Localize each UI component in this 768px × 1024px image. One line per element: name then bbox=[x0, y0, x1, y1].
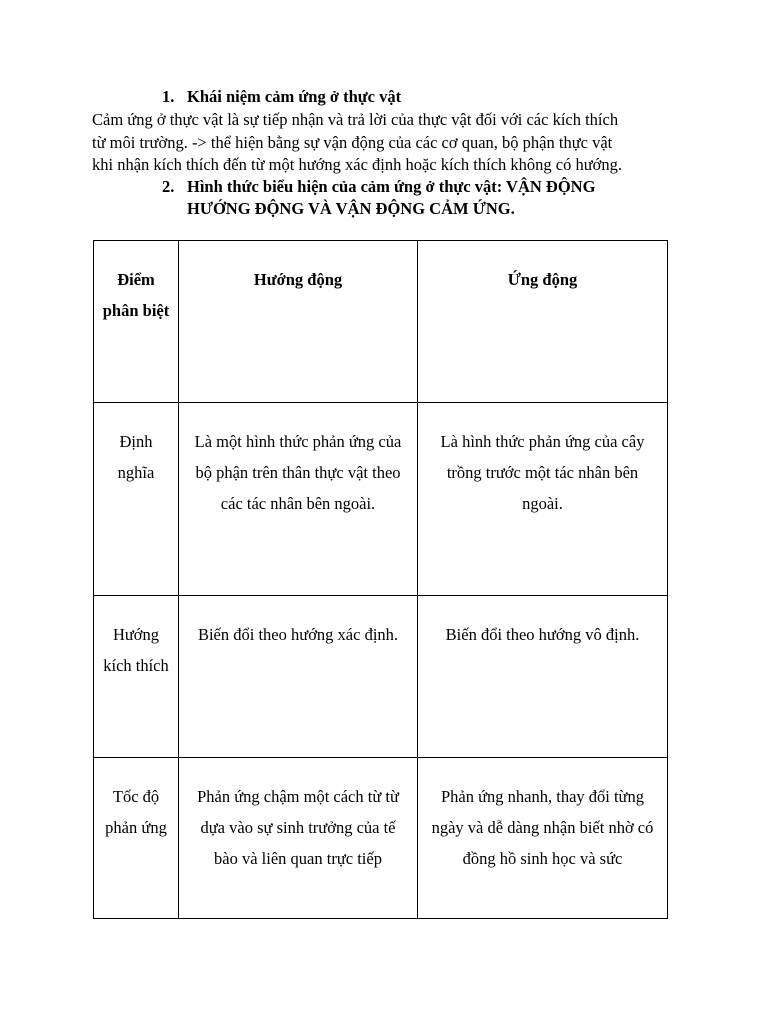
table-header-row bbox=[94, 241, 668, 403]
section-1-heading bbox=[162, 86, 682, 108]
comparison-table bbox=[93, 240, 668, 919]
paragraph-line-3: khi nhận kích thích đến từ một hướng xác định hoặc kích thích không có hướng. bbox=[92, 155, 623, 174]
row-label-cell bbox=[94, 596, 179, 758]
header-cell-text: Điểm phân biệt bbox=[102, 270, 170, 320]
header-cell-text: Hướng động bbox=[253, 270, 343, 289]
header-huong-dong bbox=[179, 241, 418, 403]
row-label-cell bbox=[94, 403, 179, 596]
table-row bbox=[94, 758, 668, 919]
ung-dong-cell bbox=[418, 596, 668, 758]
huong-dong-cell bbox=[179, 403, 418, 596]
section-2-title-line-1: Hình thức biểu hiện của cảm ứng ở thực vật: VẬN ĐỘNG bbox=[187, 177, 596, 196]
row-label: Định nghĩa bbox=[117, 432, 155, 482]
ung-dong-cell bbox=[418, 758, 668, 919]
table-row bbox=[94, 403, 668, 596]
section-2-heading bbox=[162, 176, 682, 220]
section-2-title bbox=[187, 176, 667, 220]
cell-text: Biến đổi theo hướng xác định. bbox=[197, 625, 399, 644]
header-diem-phan-biet bbox=[94, 241, 179, 403]
cell-text: Phản ứng chậm một cách từ từ dựa vào sự sinh trưởng của tế bào và liên quan trực tiếp bbox=[197, 787, 399, 868]
paragraph-line-1: Cảm ứng ở thực vật là sự tiếp nhận và trả lời của thực vật đối với các kích thích bbox=[92, 110, 619, 129]
cell-text: Phản ứng nhanh, thay đổi từng ngày và dễ dàng nhận biết nhờ có đồng hồ sinh học và sức bbox=[431, 787, 654, 868]
row-label: Hướng kích thích bbox=[103, 625, 169, 675]
cell-text: Biến đổi theo hướng vô định. bbox=[445, 625, 640, 644]
header-ung-dong bbox=[418, 241, 668, 403]
section-1-paragraph bbox=[92, 109, 692, 177]
row-label: Tốc độ phản ứng bbox=[105, 787, 167, 837]
paragraph-line-2: từ môi trường. -> thể hiện bằng sự vận động của các cơ quan, bộ phận thực vật bbox=[92, 132, 613, 152]
section-2-number: 2. bbox=[162, 177, 175, 196]
huong-dong-cell bbox=[179, 758, 418, 919]
row-label-cell bbox=[94, 758, 179, 919]
cell-text: Là một hình thức phản ứng của bộ phận trên thân thực vật theo các tác nhân bên ngoài. bbox=[194, 432, 402, 513]
section-1-number: 1. bbox=[162, 87, 175, 106]
section-2-title-line-2: HƯỚNG ĐỘNG VÀ VẬN ĐỘNG CẢM ỨNG. bbox=[187, 199, 515, 218]
table-row bbox=[94, 596, 668, 758]
huong-dong-cell bbox=[179, 596, 418, 758]
ung-dong-cell bbox=[418, 403, 668, 596]
header-cell-text: Ứng động bbox=[507, 270, 578, 289]
section-1-title: Khái niệm cảm ứng ở thực vật bbox=[187, 87, 402, 106]
cell-text: Là hình thức phản ứng của cây trồng trước một tác nhân bên ngoài. bbox=[440, 432, 645, 513]
